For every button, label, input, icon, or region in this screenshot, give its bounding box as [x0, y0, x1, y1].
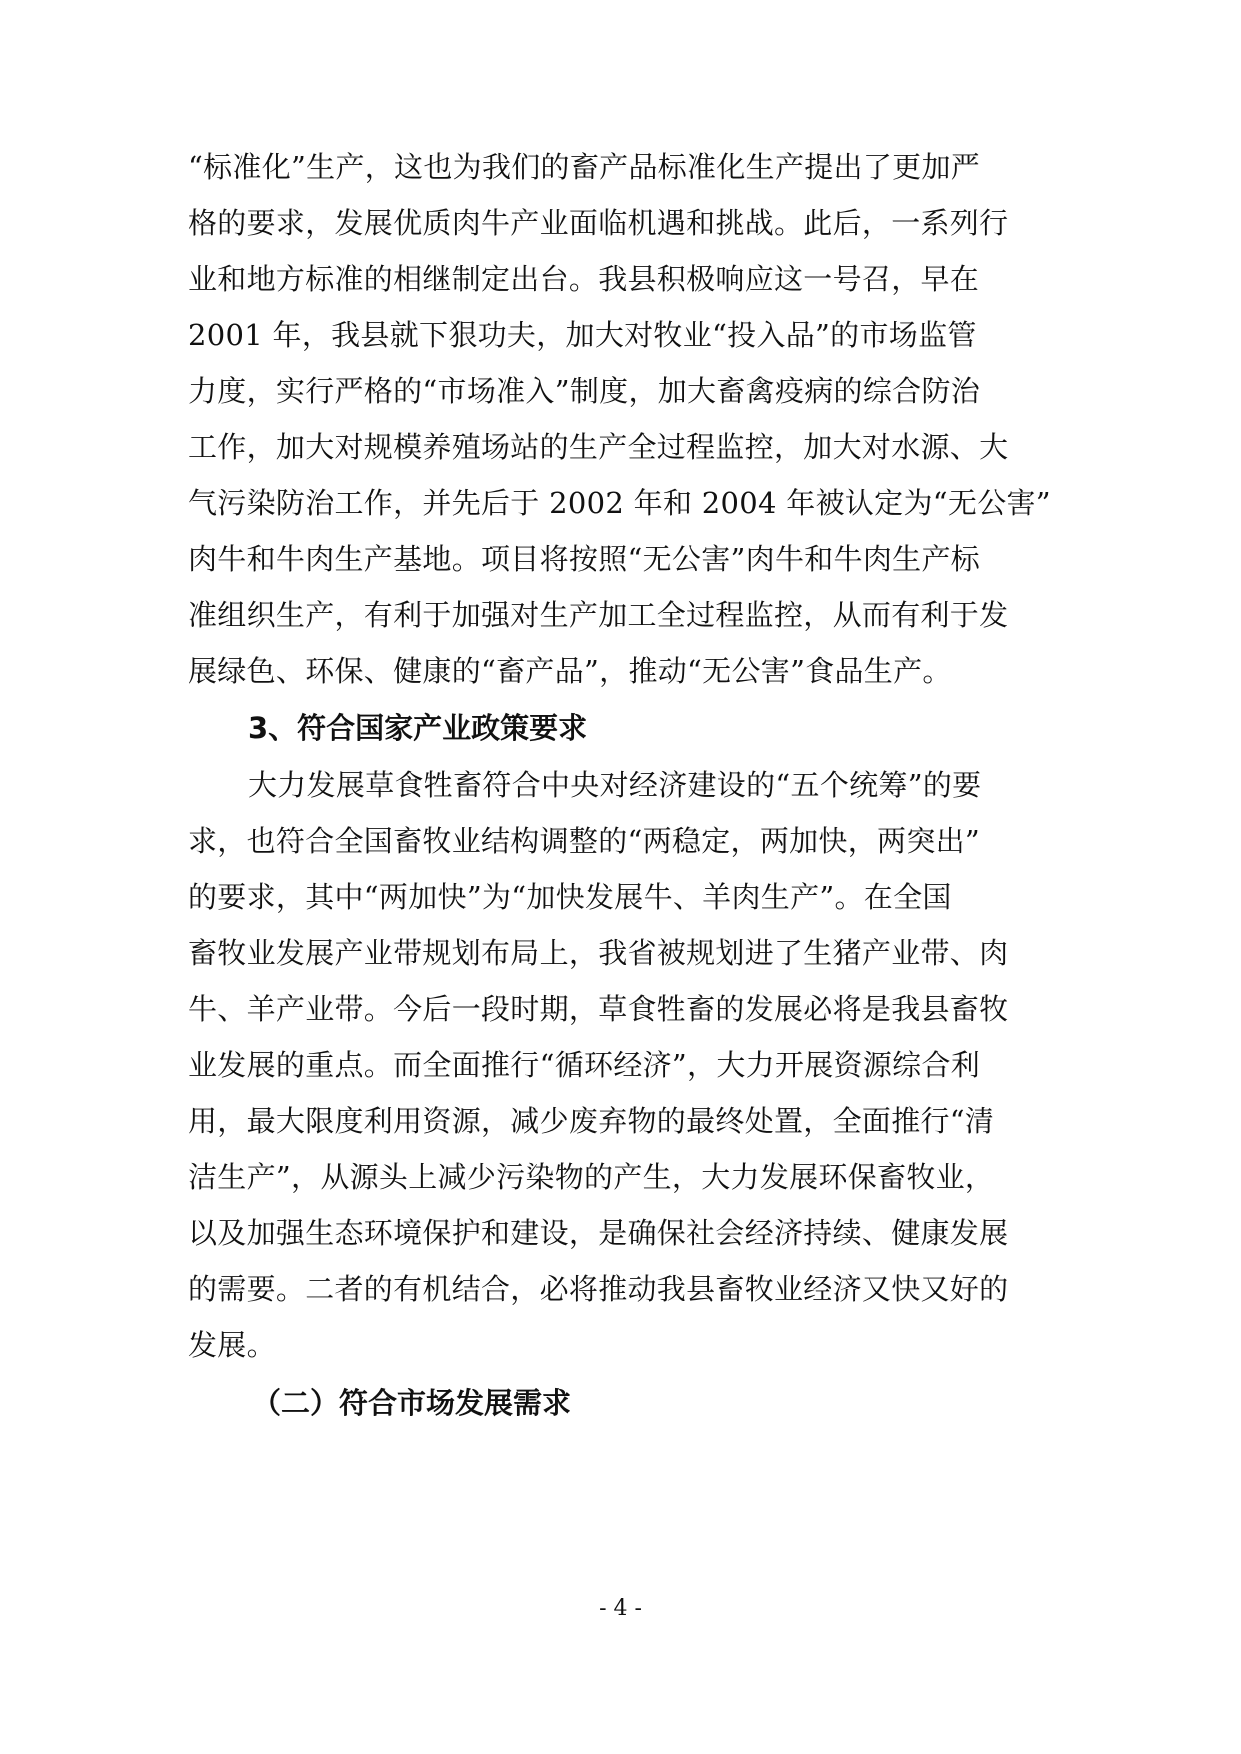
paragraph-line: 格的要求，发展优质肉牛产业面临机遇和挑战。此后，一系列行 [188, 206, 1009, 240]
paragraph-line: 发展。 [188, 1328, 276, 1362]
paragraph-line: 用，最大限度利用资源，减少废弃物的最终处置，全面推行“清 [188, 1104, 995, 1138]
paragraph-line: 力度，实行严格的“市场准入”制度，加大畜禽疫病的综合防治 [188, 374, 981, 408]
paragraph-line: 业发展的重点。而全面推行“循环经济”，大力开展资源综合利 [188, 1048, 981, 1082]
paragraph-line: 2001 年，我县就下狠功夫，加大对牧业“投入品”的市场监管 [188, 318, 977, 352]
paragraph-line: 气污染防治工作，并先后于 2002 年和 2004 年被认定为“无公害” [188, 486, 1051, 520]
section-heading: 3、符合国家产业政策要求 [248, 711, 588, 745]
paragraph-line: “标准化”生产，这也为我们的畜产品标准化生产提出了更加严 [188, 150, 981, 184]
paragraph-line: 展绿色、环保、健康的“畜产品”，推动“无公害”食品生产。 [188, 654, 952, 688]
paragraph-line: 的需要。二者的有机结合，必将推动我县畜牧业经济又快又好的 [188, 1272, 1009, 1306]
paragraph-line: 准组织生产，有利于加强对生产加工全过程监控，从而有利于发 [188, 598, 1009, 632]
paragraph-line: 求，也符合全国畜牧业结构调整的“两稳定，两加快，两突出” [188, 824, 981, 858]
paragraph-line: 业和地方标准的相继制定出台。我县积极响应这一号召，早在 [188, 262, 980, 296]
paragraph-line: 大力发展草食牲畜符合中央对经济建设的“五个统筹”的要 [248, 768, 982, 802]
paragraph-line: 工作，加大对规模养殖场站的生产全过程监控，加大对水源、大 [188, 430, 1009, 464]
paragraph-line: 洁生产”，从源头上减少污染物的产生，大力发展环保畜牧业， [188, 1160, 995, 1194]
paragraph-line: 以及加强生态环境保护和建设，是确保社会经济持续、健康发展 [188, 1216, 1009, 1250]
paragraph-line: 畜牧业发展产业带规划布局上，我省被规划进了生猪产业带、肉 [188, 936, 1009, 970]
page-number: - 4 - [599, 1596, 642, 1621]
paragraph-line: 肉牛和牛肉生产基地。项目将按照“无公害”肉牛和牛肉生产标 [188, 542, 981, 576]
section-heading: （二）符合市场发展需求 [252, 1386, 572, 1420]
paragraph-line: 牛、羊产业带。今后一段时期，草食牲畜的发展必将是我县畜牧 [188, 992, 1009, 1026]
paragraph-line: 的要求，其中“两加快”为“加快发展牛、羊肉生产”。在全国 [188, 880, 952, 914]
